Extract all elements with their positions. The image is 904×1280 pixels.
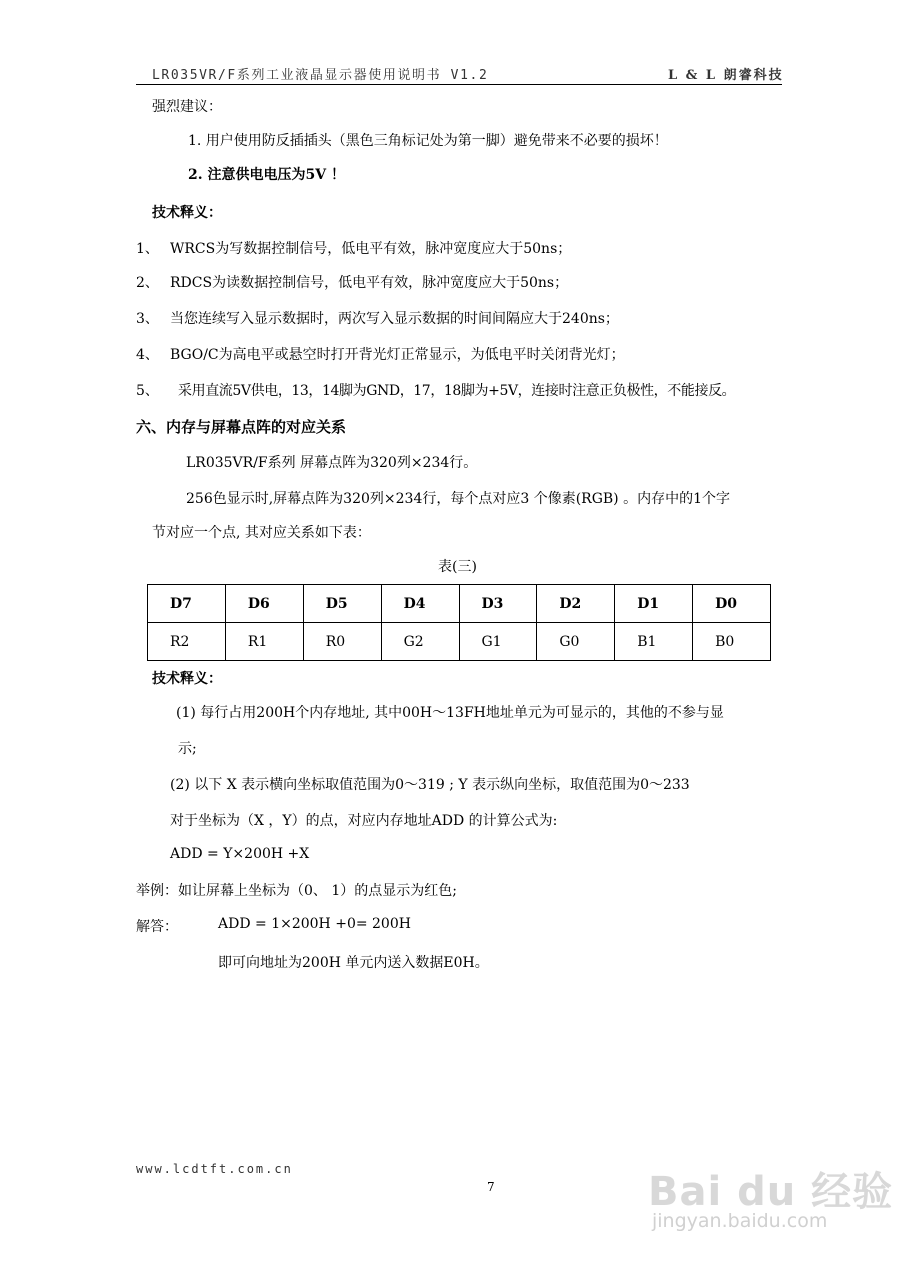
table-header-cell: D5 (303, 585, 381, 623)
header-title: LR035VR/F系列工业液晶显示器使用说明书 V1.2 (152, 68, 489, 83)
tech-heading-2: 技术释义： (152, 671, 222, 687)
watermark-url: jingyan.baidu.com (652, 1210, 828, 1232)
header-rule (136, 84, 782, 85)
section-heading: 六、内存与屏幕点阵的对应关系 (136, 418, 347, 436)
tech-item-text: BGO/C为高电平或悬空时打开背光灯正常显示，为低电平时关闭背光灯； (170, 347, 625, 363)
recommend-item-2: 2. 注意供电电压为5V ！ (188, 167, 345, 183)
header-company: L & L 朗睿科技 (668, 68, 784, 83)
footer-url: www.lcdtft.com.cn (136, 1162, 293, 1176)
table-caption: 表(三) (438, 559, 477, 575)
table-cell: R2 (148, 623, 226, 661)
recommend-heading: 强烈建议： (152, 99, 222, 115)
table-header-row (148, 585, 771, 623)
table-header-cell: D2 (537, 585, 615, 623)
bit-mapping-table (147, 584, 771, 661)
tech-item-text: 采用直流5V供电，13，14脚为GND，17，18脚为+5V，连接时注意正负极性，不能接反。 (178, 383, 736, 399)
section-para-2-line-2: 节对应一个点, 其对应关系如下表： (152, 525, 371, 541)
tech-item-text: 当您连续写入显示数据时，两次写入显示数据的时间间隔应大于240ns； (170, 311, 619, 327)
table-row (148, 623, 771, 661)
table-cell: B1 (615, 623, 693, 661)
tech-item-num: 5、 (136, 383, 159, 399)
page-number: 7 (487, 1180, 495, 1194)
table-cell: R1 (225, 623, 303, 661)
table-cell: G2 (381, 623, 459, 661)
tech-item-num: 2、 (136, 275, 159, 291)
tech2-item-1-line-2: 示; (178, 741, 197, 757)
section-para-1: LR035VR/F系列 屏幕点阵为320列×234行。 (186, 455, 478, 471)
table-cell: R0 (303, 623, 381, 661)
tech-item-num: 3、 (136, 311, 159, 327)
recommend-item-1: 1. 用户使用防反插插头（黑色三角标记处为第一脚）避免带来不必要的损坏！ (188, 133, 668, 149)
table-cell: G0 (537, 623, 615, 661)
watermark-logo: Bai du 经验 (648, 1169, 894, 1215)
table-header-cell: D7 (148, 585, 226, 623)
section-para-2-line-1: 256色显示时,屏幕点阵为320列×234行，每个点对应3 个像素(RGB) 。内存中的1个字 (186, 491, 730, 507)
tech2-item-1-line-1: (1) 每行占用200H个内存地址, 其中00H～13FH地址单元为可显示的，其他的不参与显 (176, 705, 724, 721)
table-cell: B0 (693, 623, 771, 661)
table-header-cell: D4 (381, 585, 459, 623)
tech-heading-1: 技术释义： (152, 205, 222, 221)
table-header-cell: D6 (225, 585, 303, 623)
tech-item-num: 4、 (136, 347, 159, 363)
table-header-cell: D3 (459, 585, 537, 623)
answer-formula: ADD = 1×200H +0= 200H (218, 916, 411, 932)
tech-item-text: RDCS为读数据控制信号，低电平有效，脉冲宽度应大于50ns； (170, 275, 569, 291)
formula-intro: 对于坐标为（X ，Y）的点，对应内存地址ADD 的计算公式为: (170, 813, 558, 829)
table-header-cell: D1 (615, 585, 693, 623)
formula: ADD = Y×200H +X (170, 846, 310, 862)
table-cell: G1 (459, 623, 537, 661)
answer-label: 解答： (136, 919, 178, 935)
answer-text: 即可向地址为200H 单元内送入数据E0H。 (218, 955, 489, 971)
tech2-item-2: (2) 以下 X 表示横向坐标取值范围为0～319 ; Y 表示纵向坐标，取值范围为0～233 (170, 777, 690, 793)
tech-item-num: 1、 (136, 241, 159, 257)
example: 举例：如让屏幕上坐标为（0、 1）的点显示为红色; (136, 883, 457, 899)
table-header-cell: D0 (693, 585, 771, 623)
tech-item-text: WRCS为写数据控制信号，低电平有效，脉冲宽度应大于50ns； (170, 241, 572, 257)
